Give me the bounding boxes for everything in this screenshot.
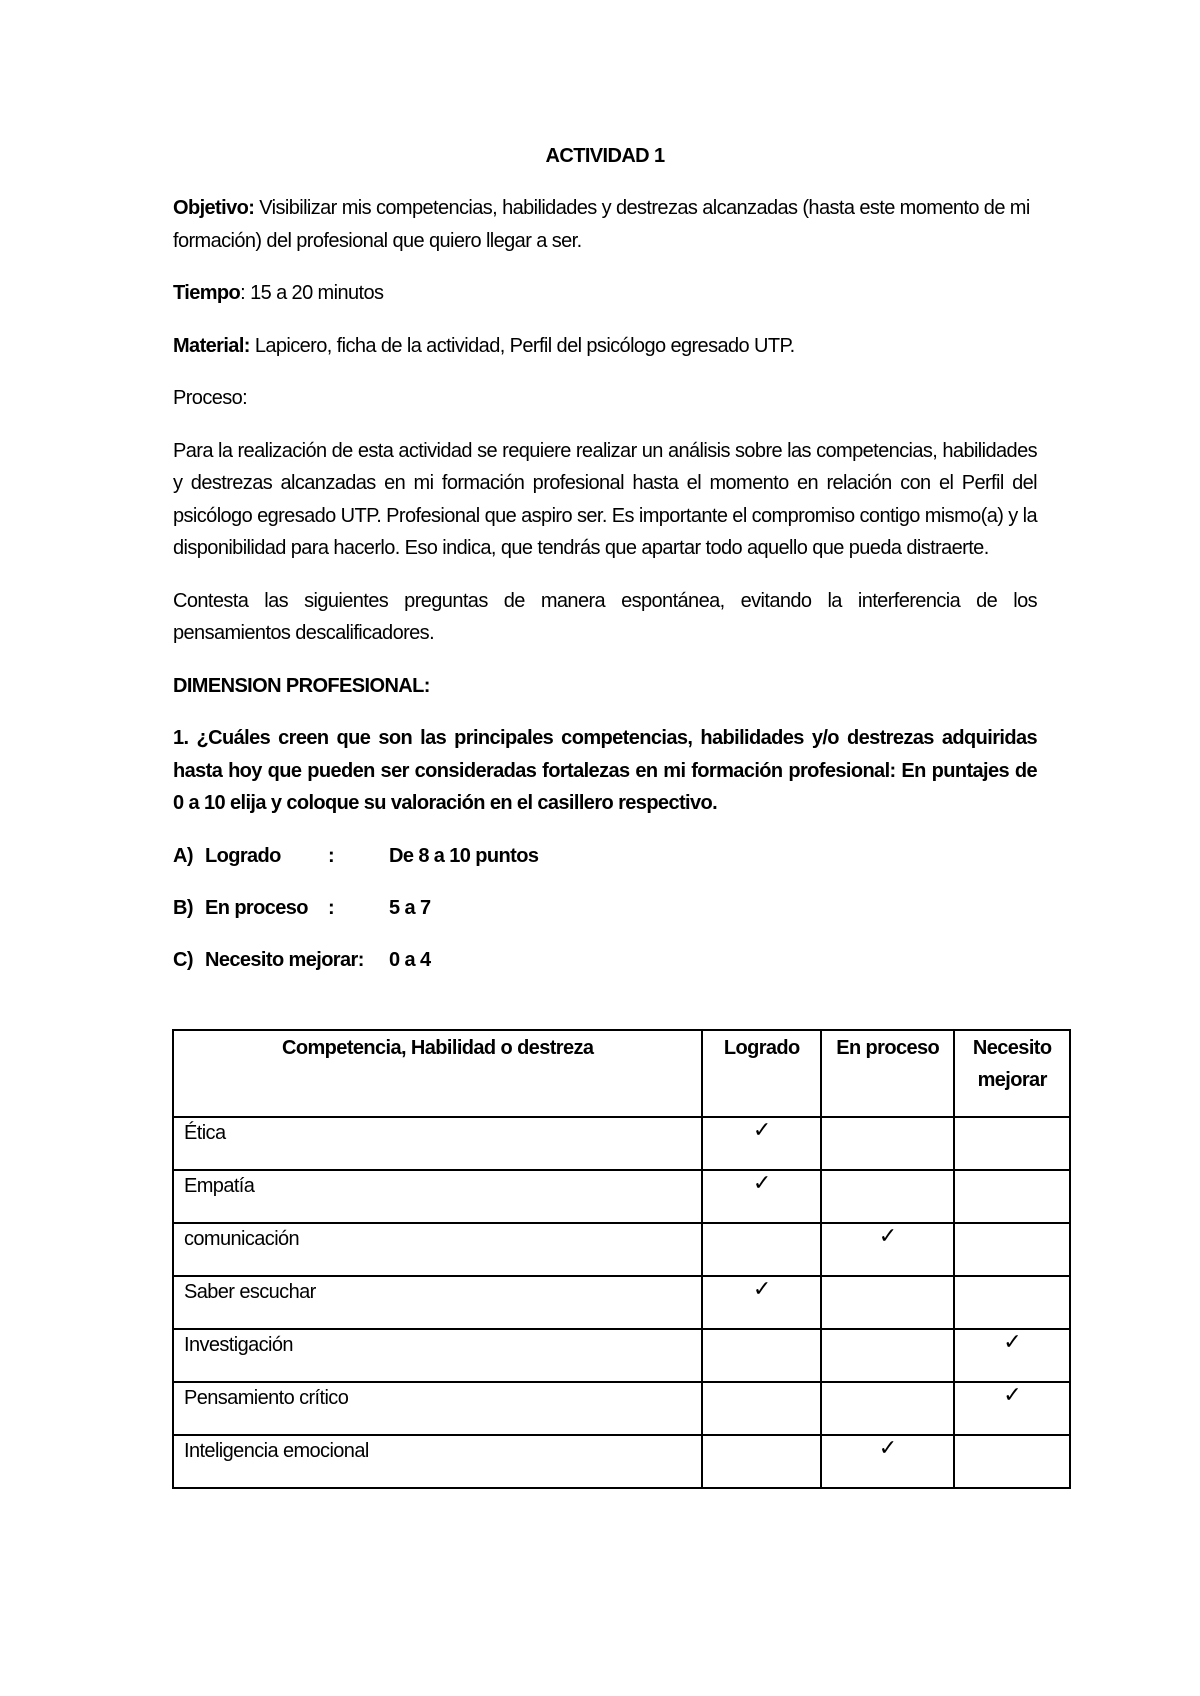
- table-row: [173, 1223, 1070, 1276]
- material-text: Lapicero, ficha de la actividad, Perfil del psicólogo egresado UTP.: [249, 334, 795, 357]
- empty-cell: [702, 1382, 821, 1435]
- time-text: : 15 a 20 minutos: [240, 282, 384, 304]
- empty-cell: [821, 1329, 954, 1382]
- empty-cell: [821, 1170, 954, 1223]
- scale-value: 5 a 7: [389, 896, 431, 919]
- objective-text: Visibilizar mis competencias, habilidades y destrezas alcanzadas (hasta este momento de mi formación) del profesional que quiero llegar a ser.: [173, 197, 1030, 252]
- time-label: Tiempo: [173, 282, 241, 304]
- question-1: 1. ¿Cuáles creen que son las principales competencias, habilidades y/o destrezas adquiridas hasta hoy que pueden ser consideradas fortalezas en mi formación profesional: En puntajes de 0 a 10 elija y coloque su valoración en el casillero respectivo.: [173, 727, 1037, 814]
- header-necesito-mejorar: Necesito mejorar: [954, 1030, 1070, 1117]
- empty-cell: [821, 1276, 954, 1329]
- dimension-title: DIMENSION PROFESIONAL:: [173, 674, 430, 697]
- check-icon: ✓: [702, 1117, 821, 1170]
- check-icon: ✓: [954, 1382, 1070, 1435]
- competency-name: Pensamiento crítico: [173, 1382, 702, 1435]
- scale-letter: B): [173, 896, 193, 919]
- empty-cell: [702, 1435, 821, 1488]
- document-title: ACTIVIDAD 1: [545, 145, 665, 167]
- header-en-proceso: En proceso: [821, 1030, 954, 1117]
- scale-value: De 8 a 10 puntos: [389, 844, 539, 867]
- scale-value: 0 a 4: [389, 948, 431, 971]
- table-header-row: [173, 1030, 1070, 1117]
- table-row: [173, 1276, 1070, 1329]
- table-row: [173, 1117, 1070, 1170]
- header-competency: Competencia, Habilidad o destreza: [173, 1030, 702, 1117]
- scale-letter: C): [173, 948, 193, 971]
- competency-name: comunicación: [173, 1223, 702, 1276]
- empty-cell: [954, 1117, 1070, 1170]
- empty-cell: [702, 1329, 821, 1382]
- document-body: [173, 140, 1037, 996]
- table-row: [173, 1329, 1070, 1382]
- check-icon: ✓: [702, 1276, 821, 1329]
- scale-colon: :: [328, 844, 335, 867]
- empty-cell: [954, 1170, 1070, 1223]
- empty-cell: [821, 1117, 954, 1170]
- competency-name: Investigación: [173, 1329, 702, 1382]
- scale-letter: A): [173, 844, 193, 867]
- scale-label: En proceso: [205, 896, 308, 919]
- empty-cell: [954, 1276, 1070, 1329]
- check-icon: ✓: [702, 1170, 821, 1223]
- scale-colon: :: [328, 896, 335, 919]
- scale-row-c: [173, 944, 1037, 976]
- competency-name: Ética: [173, 1117, 702, 1170]
- scale-row-b: [173, 892, 1037, 924]
- empty-cell: [702, 1223, 821, 1276]
- empty-cell: [954, 1223, 1070, 1276]
- table-row: [173, 1435, 1070, 1488]
- material-label: Material:: [173, 334, 250, 357]
- competency-table: [172, 1029, 1071, 1489]
- table-row: [173, 1170, 1070, 1223]
- scale-row-a: [173, 840, 1037, 872]
- instruction-paragraph: Contesta las siguientes preguntas de manera espontánea, evitando la interferencia de los pensamientos descalificadores.: [173, 589, 1037, 644]
- competency-name: Empatía: [173, 1170, 702, 1223]
- scale-label: Necesito mejorar:: [205, 948, 364, 971]
- empty-cell: [954, 1435, 1070, 1488]
- competency-name: Inteligencia emocional: [173, 1435, 702, 1488]
- material-paragraph: [173, 330, 1037, 363]
- scale-label: Logrado: [205, 844, 281, 867]
- time-paragraph: [173, 277, 1037, 310]
- check-icon: ✓: [821, 1435, 954, 1488]
- objective-paragraph: [173, 192, 1037, 257]
- competency-name: Saber escuchar: [173, 1276, 702, 1329]
- process-paragraph: Para la realización de esta actividad se requiere realizar un análisis sobre las competencias, habilidades y destrezas alcanzadas en mi formación profesional hasta el momento en relación con el Perfil del psicólogo egresado UTP. Profesional que aspiro ser. Es importante el compromiso contigo mismo(a) y la disponibilidad para hacerlo. Eso indica, que tendrás que apartar todo aquello que pueda distraerte.: [173, 439, 1037, 559]
- objective-label: Objetivo:: [173, 197, 255, 219]
- process-label: Proceso:: [173, 387, 248, 409]
- empty-cell: [821, 1382, 954, 1435]
- header-logrado: Logrado: [702, 1030, 821, 1117]
- check-icon: ✓: [821, 1223, 954, 1276]
- table-row: [173, 1382, 1070, 1435]
- check-icon: ✓: [954, 1329, 1070, 1382]
